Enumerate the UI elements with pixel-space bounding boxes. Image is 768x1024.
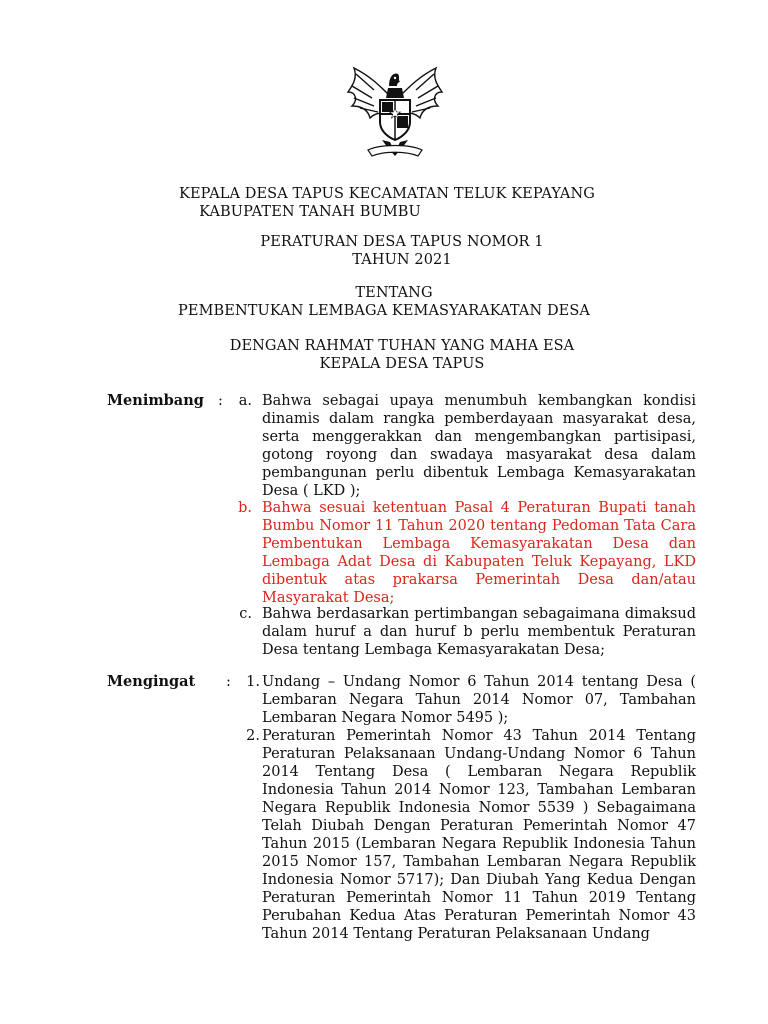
list-item-text: Bahwa sebagai upaya menumbuh kembangkan kondisi dinamis dalam rangka pemberdayaan masyarakat desa, serta menggerakkan dan mengembangkan partisipasi, gotong royong dan swadaya masyarakat desa dalam pembangunan perlu dibentuk Lembaga Kemasyarakatan Desa ( LKD ); — [262, 393, 696, 499]
list-item-text: Peraturan Pemerintah Nomor 43 Tahun 2014 Tentang Peraturan Pelaksanaan Undang-Undang Nomor 6 Tahun 2014 Tentang Desa ( Lembaran Negara Republik Indonesia Tahun 2014 Nomor 123, Tambahan Lembaran Negara Republik Indonesia Nomor 5539 ) Sebagaimana Telah Diubah Dengan Peraturan Pemerintah Nomor 47 Tahun 2015 (Lembaran Negara Republik Indonesia Tahun 2015 Nomor 157, Tambahan Lembaran Negara Republik Indonesia Nomor 5717); Dan Diubah Yang Kedua Dengan Peraturan Pemerintah Nomor 11 Tahun 2019 Tentang Perubahan Kedua Atas Peraturan Pemerintah Nomor 43 Tahun 2014 Tentang Peraturan Pelaksanaan Undang — [262, 728, 696, 942]
menimbang-label: Menimbang — [107, 392, 204, 409]
document-heading-preamble — [0, 337, 768, 373]
document-heading-authority — [0, 185, 768, 221]
list-item-text: Bahwa sesuai ketentuan Pasal 4 Peraturan Bupati tanah Bumbu Nomor 11 Tahun 2020 tentang Pedoman Tata Cara Pembentukan Lembaga Kemasyarakatan Desa dan Lembaga Adat Desa di Kabupaten Teluk Kepayang, LKD dibentuk atas prakarsa Pemerintah Desa dan/atau Masyarakat Desa; — [262, 500, 696, 606]
heading-line: KEPALA DESA TAPUS KECAMATAN TELUK KEPAYANG — [179, 186, 595, 202]
list-item-mark: b. — [238, 500, 252, 516]
list-item-text: Undang – Undang Nomor 6 Tahun 2014 tentang Desa ( Lembaran Negara Tahun 2014 Nomor 07, Tambahan Lembaran Negara Nomor 5495 ); — [262, 674, 696, 726]
list-item-mark: a. — [238, 393, 252, 409]
heading-line: KEPALA DESA TAPUS — [319, 356, 485, 372]
list-item-mark: 1. — [246, 674, 260, 690]
heading-line: KABUPATEN TANAH BUMBU — [199, 204, 421, 220]
list-item-mark: c. — [239, 606, 252, 622]
menimbang-colon: : — [218, 393, 223, 409]
heading-line: DENGAN RAHMAT TUHAN YANG MAHA ESA — [229, 338, 575, 354]
mengingat-label: Mengingat — [107, 673, 196, 690]
document-heading-regulation — [0, 233, 768, 269]
list-item-text: Bahwa berdasarkan pertimbangan sebagaimana dimaksud dalam huruf a dan huruf b perlu membentuk Peraturan Desa tentang Lembaga Kemasyarakatan Desa; — [262, 606, 696, 658]
heading-line: PERATURAN DESA TAPUS NOMOR 1 — [260, 234, 544, 250]
garuda-emblem-icon — [340, 56, 450, 164]
heading-line: TAHUN 2021 — [352, 252, 452, 268]
list-item-mark: 2. — [246, 728, 260, 744]
mengingat-colon: : — [226, 674, 231, 690]
heading-line: TENTANG — [355, 285, 433, 301]
document-heading-subject — [0, 284, 768, 320]
heading-line: PEMBENTUKAN LEMBAGA KEMASYARAKATAN DESA — [178, 303, 590, 319]
